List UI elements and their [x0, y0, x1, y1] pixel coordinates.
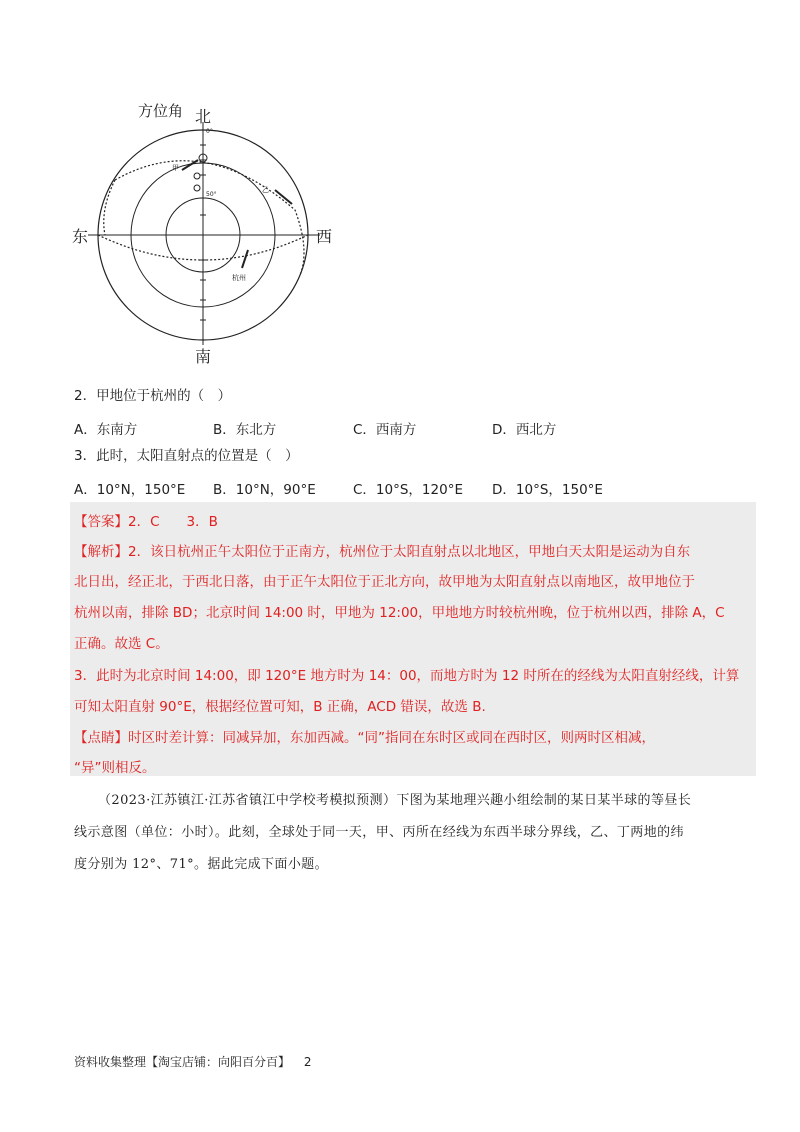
sun-path-diagram [70, 100, 340, 365]
label-yi: 乙 [262, 186, 269, 194]
intro-line-2: 线示意图（单位：小时）。此刻，全球处于同一天，甲、丙所在经线为东西半球分界线，乙、丁两地的纬 [74, 825, 684, 840]
direction-south: 南 [195, 347, 212, 366]
jia-sun-path [115, 161, 304, 275]
question-3-option-a: A．10°N，150°E [74, 482, 186, 498]
question-2-option-d: D．西北方 [492, 422, 557, 438]
tick-label-50: 50° [206, 191, 217, 198]
answer-tag: 【答案】 [74, 514, 128, 530]
analysis-text-1: 2．该日杭州正午太阳位于正南方，杭州位于太阳直射点以北地区，甲地白天太阳是运动为自东 [128, 544, 691, 560]
yi-arrow [275, 190, 292, 204]
direction-west: 西 [316, 227, 333, 246]
question-2-stem: 2．甲地位于杭州的（ ） [74, 388, 232, 404]
question-3-option-b: B．10°N，90°E [213, 482, 316, 498]
direction-east: 东 [72, 227, 89, 246]
label-hangzhou: 杭州 [232, 274, 246, 282]
answer-line [74, 510, 218, 530]
analysis-line-5: 3．此时为北京时间 14:00，即 120°E 地方时为 14：00，而地方时为 12 时所在的经线为太阳直射经线，计算 [74, 668, 740, 684]
intro-line-3: 度分别为 12°、71°。据此完成下面小题。 [74, 857, 329, 872]
tip-line-1 [74, 726, 655, 746]
analysis-tag: 【解析】 [74, 544, 128, 560]
page-number: 2 [303, 1055, 312, 1069]
intro-line-1: （2023·江苏镇江·江苏省镇江中学校考模拟预测）下图为某地理兴趣小组绘制的某日某半球的等昼长 [98, 793, 692, 808]
question-3-stem: 3．此时，太阳直射点的位置是（ ） [74, 448, 299, 464]
page-footer [74, 1053, 311, 1070]
figure-title: 方位角 [138, 102, 184, 120]
analysis-line-1 [74, 540, 690, 560]
analysis-line-4: 正确。故选 C。 [74, 636, 169, 652]
question-2-option-b: B．东北方 [213, 422, 277, 438]
direction-north: 北 [195, 107, 212, 126]
tip-text-1: 时区时差计算：同减异加，东加西减。“同”指同在东时区或同在西时区，则两时区相减， [128, 730, 655, 746]
analysis-line-3: 杭州以南，排除 BD；北京时间 14:00 时，甲地为 12:00，甲地地方时较杭州晚，位于杭州以西，排除 A，C [74, 605, 725, 621]
question-3-option-d: D．10°S，150°E [492, 482, 603, 498]
tick-label-0: 0° [206, 128, 213, 135]
footer-source: 资料收集整理【淘宝店铺：向阳百分百】 [74, 1055, 291, 1069]
tip-line-2: “异”则相反。 [74, 760, 156, 776]
question-2-option-a: A．东南方 [74, 422, 138, 438]
question-2-option-c: C．西南方 [353, 422, 417, 438]
label-jia: 甲 [172, 164, 179, 172]
question-3-option-c: C．10°S，120°E [353, 482, 463, 498]
sun-path-svg [70, 100, 340, 365]
tip-tag: 【点睛】 [74, 730, 128, 746]
analysis-line-6: 可知太阳直射 90°E，根据经位置可知，B 正确，ACD 错误，故选 B. [74, 699, 486, 715]
hangzhou-arrow [242, 250, 248, 268]
analysis-line-2: 北日出，经正北，于西北日落，由于正午太阳位于正北方向，故甲地为太阳直射点以南地区，故甲地位于 [74, 574, 695, 590]
answer-text: 2．C 3．B [128, 514, 218, 530]
